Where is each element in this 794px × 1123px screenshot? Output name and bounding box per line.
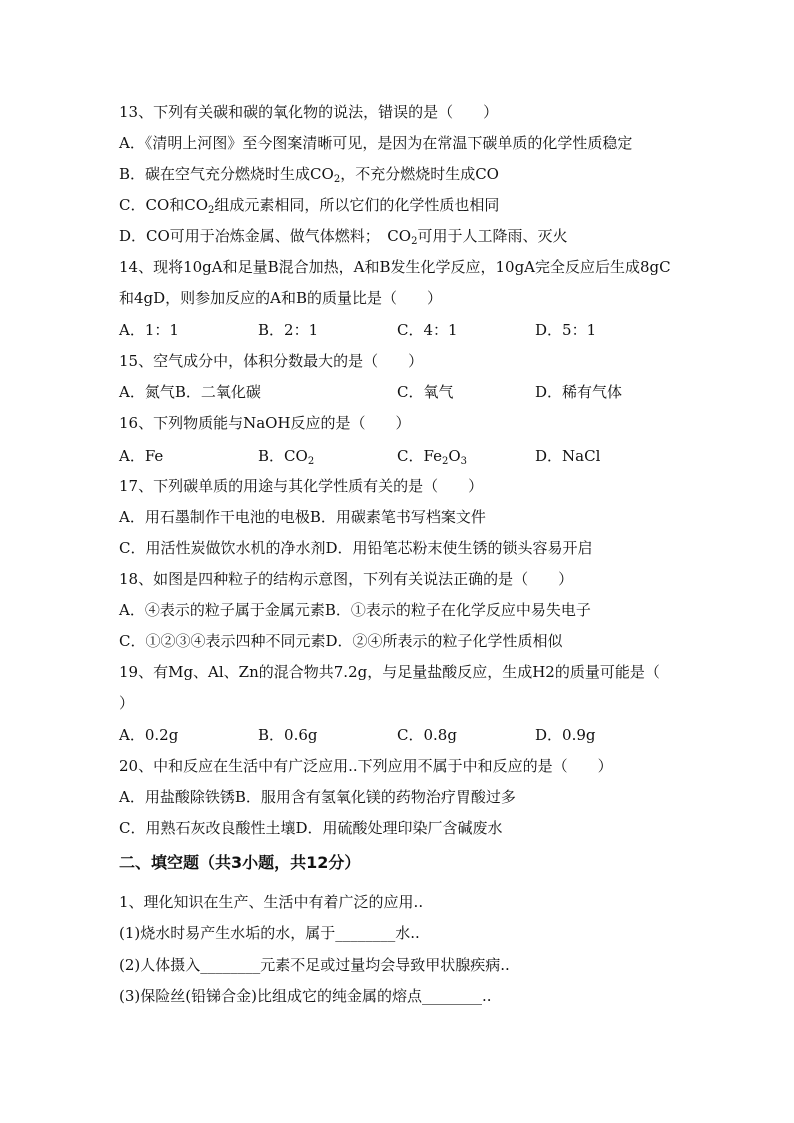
q14-option-c: C．4：1 xyxy=(397,321,458,339)
q15-options xyxy=(119,382,679,402)
q15-stem: 15、空气成分中，体积分数最大的是（ ） xyxy=(119,352,424,370)
q15-option-ab: A．氮气B．二氧化碳 xyxy=(119,383,261,401)
q16-options xyxy=(119,446,679,466)
q17-stem: 17、下列碳单质的用途与其化学性质有关的是（ ） xyxy=(119,477,484,495)
q16-option-d: D．NaCl xyxy=(535,447,601,465)
q20-options-cd: C．用熟石灰改良酸性土壤D．用硫酸处理印染厂含碱废水 xyxy=(119,819,503,837)
q19-option-a: A．0.2g xyxy=(119,726,179,744)
q19-stem-line1: 19、有Mg、Al、Zn的混合物共7.2g，与足量盐酸反应，生成H2的质量可能是（ xyxy=(119,663,660,681)
q19-options xyxy=(119,725,679,745)
q16-option-b: B．$CO_2$ xyxy=(258,447,315,467)
q14-stem-line2: 和4gD，则参加反应的A和B的质量比是（ ） xyxy=(119,289,443,307)
q19-option-d: D．0.9g xyxy=(535,726,596,744)
q20-stem: 20、中和反应在生活中有广泛应用..下列应用不属于中和反应的是（ ） xyxy=(119,757,613,775)
q15-option-d: D．稀有气体 xyxy=(535,383,623,401)
q17-options-cd: C．用活性炭做饮水机的净水剂D．用铅笔芯粉末使生锈的锁头容易开启 xyxy=(119,539,593,557)
q14-option-d: D．5：1 xyxy=(535,321,597,339)
q13-option-d: D．CO可用于冶炼金属、做气体燃料； $CO_2$可用于人工降雨、灭火 xyxy=(119,227,568,247)
q15-option-c: C．氧气 xyxy=(397,383,454,401)
q19-option-b: B．0.6g xyxy=(258,726,318,744)
fill-q1-stem: 1、理化知识在生产、生活中有着广泛的应用.. xyxy=(119,893,424,911)
q20-options-ab: A．用盐酸除铁锈B．服用含有氢氧化镁的药物治疗胃酸过多 xyxy=(119,788,516,806)
q18-options-ab: A．④表示的粒子属于金属元素B．①表示的粒子在化学反应中易失电子 xyxy=(119,601,591,619)
q19-stem-line2: ） xyxy=(119,694,135,712)
fill-q1-part2: (2)人体摄入________元素不足或过量均会导致甲状腺疾病.. xyxy=(119,956,510,974)
q18-stem: 18、如图是四种粒子的结构示意图，下列有关说法正确的是（ ） xyxy=(119,570,574,588)
q16-option-a: A．Fe xyxy=(119,447,164,465)
q19-option-c: C．0.8g xyxy=(397,726,457,744)
q18-options-cd: C．①②③④表示四种不同元素D．②④所表示的粒子化学性质相似 xyxy=(119,632,563,650)
q17-options-ab: A．用石墨制作干电池的电极B．用碳素笔书写档案文件 xyxy=(119,508,486,526)
q14-option-a: A．1：1 xyxy=(119,321,179,339)
q14-stem-line1: 14、现将10gA和足量B混合加热，A和B发生化学反应，10gA完全反应后生成8gC xyxy=(119,258,671,276)
q13-stem: 13、下列有关碳和碳的氧化物的说法，错误的是（ ） xyxy=(119,103,499,121)
q13-option-b: B．碳在空气充分燃烧时生成$CO_2$，不充分燃烧时生成CO xyxy=(119,165,499,185)
q16-option-c: C．$Fe_2O_3$ xyxy=(397,447,468,467)
q14-options xyxy=(119,320,679,340)
q13-option-a: A．《清明上河图》至今图案清晰可见，是因为在常温下碳单质的化学性质稳定 xyxy=(119,134,633,152)
section-heading: 二、填空题（共3小题，共12分） xyxy=(119,853,361,872)
q16-stem: 16、下列物质能与NaOH反应的是（ ） xyxy=(119,414,411,432)
fill-q1-part1: (1)烧水时易产生水垢的水，属于________水.. xyxy=(119,924,420,942)
q13-option-c: C．CO和$CO_2$组成元素相同，所以它们的化学性质也相同 xyxy=(119,196,500,216)
fill-q1-part3: (3)保险丝(铅锑合金)比组成它的纯金属的熔点________.. xyxy=(119,987,492,1005)
q14-option-b: B．2：1 xyxy=(258,321,319,339)
